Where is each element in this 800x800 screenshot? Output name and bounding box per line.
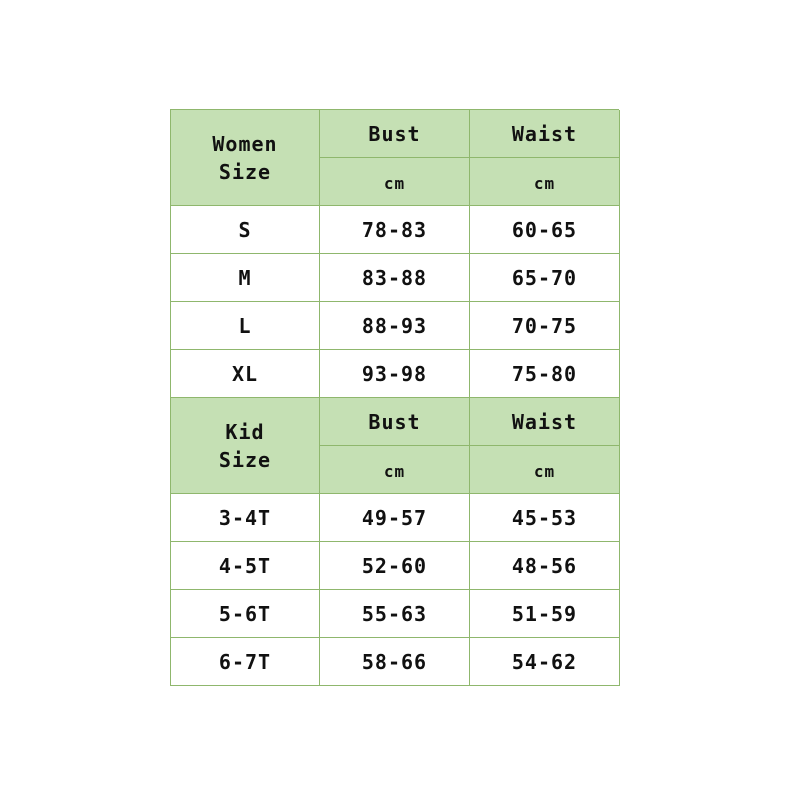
kid-size-cell: 5-6T (171, 590, 320, 638)
women-size-cell: S (171, 206, 320, 254)
women-bust-cell: 93-98 (320, 350, 470, 398)
kid-bust-cell: 49-57 (320, 494, 470, 542)
women-size-cell: L (171, 302, 320, 350)
kid-bust-cell: 55-63 (320, 590, 470, 638)
women-waist-cell: 75-80 (470, 350, 620, 398)
women-size-cell: XL (171, 350, 320, 398)
women-waist-header: Waist (470, 110, 620, 158)
women-bust-header: Bust (320, 110, 470, 158)
women-waist-cell: 70-75 (470, 302, 620, 350)
kid-waist-cell: 45-53 (470, 494, 620, 542)
women-waist-cell: 65-70 (470, 254, 620, 302)
kid-size-cell: 6-7T (171, 638, 320, 686)
kid-waist-cell: 54-62 (470, 638, 620, 686)
kid-waist-unit: cm (470, 446, 620, 494)
women-bust-unit: cm (320, 158, 470, 206)
women-bust-cell: 88-93 (320, 302, 470, 350)
kid-size-header: Kid Size (171, 398, 320, 494)
size-chart-table (170, 109, 619, 686)
kid-size-cell: 4-5T (171, 542, 320, 590)
kid-bust-unit: cm (320, 446, 470, 494)
women-size-cell: M (171, 254, 320, 302)
kid-size-cell: 3-4T (171, 494, 320, 542)
kid-waist-cell: 48-56 (470, 542, 620, 590)
kid-bust-cell: 52-60 (320, 542, 470, 590)
women-size-header: Women Size (171, 110, 320, 206)
women-waist-unit: cm (470, 158, 620, 206)
kid-bust-cell: 58-66 (320, 638, 470, 686)
kid-waist-header: Waist (470, 398, 620, 446)
kid-waist-cell: 51-59 (470, 590, 620, 638)
women-waist-cell: 60-65 (470, 206, 620, 254)
kid-bust-header: Bust (320, 398, 470, 446)
women-bust-cell: 78-83 (320, 206, 470, 254)
women-bust-cell: 83-88 (320, 254, 470, 302)
